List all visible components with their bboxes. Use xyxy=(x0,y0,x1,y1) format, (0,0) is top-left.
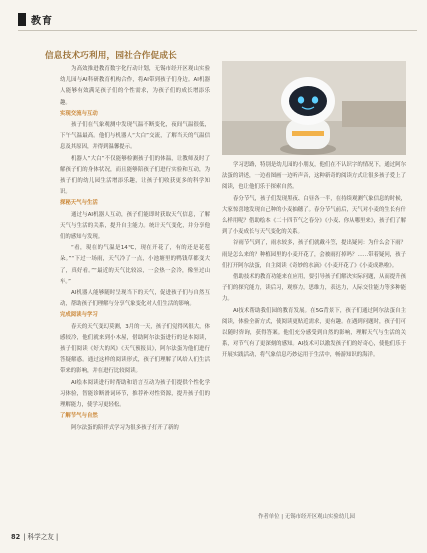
page-number: 82 xyxy=(11,533,21,541)
paragraph: 孩子们在气象观测中发现气温不断变化，夜间气温很低，下午气温最高。他们与机器人“大白”交流，了解当天的气温信息及其原因，并得到温馨提示。 xyxy=(60,122,210,151)
subheading: 探秘天气与生活 xyxy=(60,200,98,207)
paragraph: 机器人“大白”不仅能够检测孩子们的体温，让教师及时了解孩子们的身体状况，而且能够陪孩子们进行实验和互动，为孩子们的幼儿园生活增添乐趣，让孩子们收获更多的科学知识。 xyxy=(60,155,210,196)
robot-illustration xyxy=(222,61,406,155)
page-footer xyxy=(11,531,58,541)
section-label: 教育 xyxy=(31,16,53,27)
article-title: 信息技术巧利用，园社合作促成长 xyxy=(45,51,177,61)
paragraph: 谷雨节气到了，雨水较多，孩子们就戴斗笠，提出疑问：为什么会下雨？雨是怎么来的？种植园里的小麦开花了，会被雨打掉吗？……带着疑问，孩子们打开阿尔法蛋，自主阅读《奇妙的水滴》《小麦开花了》《小麦成熟啦》。 xyxy=(222,240,406,269)
robot-photo xyxy=(222,61,406,155)
paragraph: 春天的天气变幻莫测，3月的一天，孩子们觉得风很大，体感较冷，他们就来到小木屋，借助阿尔法蛋进行的是本阅读，孩子们阅读《好大的风》《天气预报员》，阿尔法蛋为他们进行答疑解惑。通过这样的阅读形式，孩子们理解了风给人们生活带来的影响，并在进行比较阅读。 xyxy=(60,323,210,375)
header-rule xyxy=(18,30,417,31)
paragraph: 借助技术的教育功能来在应用，要引导孩子们解决实际问题，从而提升孩子们的探究能力，读后习，观察力，思维力，表达力，人际交往能力等多种能力。 xyxy=(222,274,406,303)
paragraph: 阿尔法蛋的陪伴式学习为很多孩子打开了新的 xyxy=(71,424,179,431)
subheading: 实现交流与互动 xyxy=(60,110,98,117)
subheading: 完成阅读与学习 xyxy=(60,312,98,319)
journal-name: | 科学之友 | xyxy=(23,533,59,541)
subheading: 了解节气与自然 xyxy=(60,413,98,420)
section-marker xyxy=(18,13,26,26)
right-column xyxy=(222,160,406,362)
paragraph: AI技术帮助我们园的教育发展。在5G背景下，孩子们通过阿尔法蛋自主阅读，体验全新方式，使阅读更贴近需求，更有趣。在遇到问题时，孩子们可以随时咨询，获得答案。他们充分感受到自然的影响，理解天气与生活的关系，对节气有了更深刻的感知。AI技术可以激发孩子们的好奇心，使他们乐于开展实践活动，将气象信息巧妙运用于生活中，畅游知识的海洋。 xyxy=(222,307,406,359)
author-credit: 作者单位 | 无锡市经开区观山实验幼儿园 xyxy=(258,514,355,520)
left-column xyxy=(60,64,210,434)
paragraph: “看，現在的气温是14℃，现在开花了，有的还是花苞朵。”“下过一场雨，天气冷了一点，小池塘里的鸭钱草都变大了，真好看。”“最近的天气比较凉，一会热一会冷，像坐过山车。” xyxy=(60,245,210,285)
paragraph: AI绘本阅读进行时帮助和语言互动为孩子们提供个性化学习体验，智能诊断滑词环节，推荐补对性资源，提升孩子们的理解能力，使学习更轻松。 xyxy=(60,379,210,409)
paragraph: 通过与AI机器人互动，孩子们能即时获取天气信息，了解天气与生活的关系，提升自主能力。统计天气变化，并分享他们的感知与发现。 xyxy=(60,211,210,241)
paragraph: 春分节气，孩子们发现黑夜、白昼各一半，在持续观测气象信息的时候，大家惊喜地发现自己种的小麦抽穗了。春分节气前后，天气对小麦的生长有什么样用呢？借助绘本《二十四节气之春分》《小麦、你从哪里来》，孩子们了解到了小麦成长与天气变化的关系。 xyxy=(222,195,406,236)
paragraph: AI机器人能够随时呈现当下的天气，促进孩子们与自然互动，帮助孩子们理解与分享气象变化对人们生活的影响。 xyxy=(60,290,210,308)
paragraph: 学习思路，特别是幼儿园的小朋友，他们在不认识字的情况下，通过阿尔法蛋的讲述，一边看图画一边听声音，这种新奇的阅读方式让很多孩子爱上了阅读，也让他们乐于探索自然。 xyxy=(222,162,406,191)
paragraph: 为高效推进教育数字化行动计划，无锡市经开区观山实验幼儿园与AI科研教育机构合作，将AI带到孩子们身边。AI机器人能够有效满足孩子们的个性需求，为孩子们的成长增添乐趣。 xyxy=(60,66,210,106)
